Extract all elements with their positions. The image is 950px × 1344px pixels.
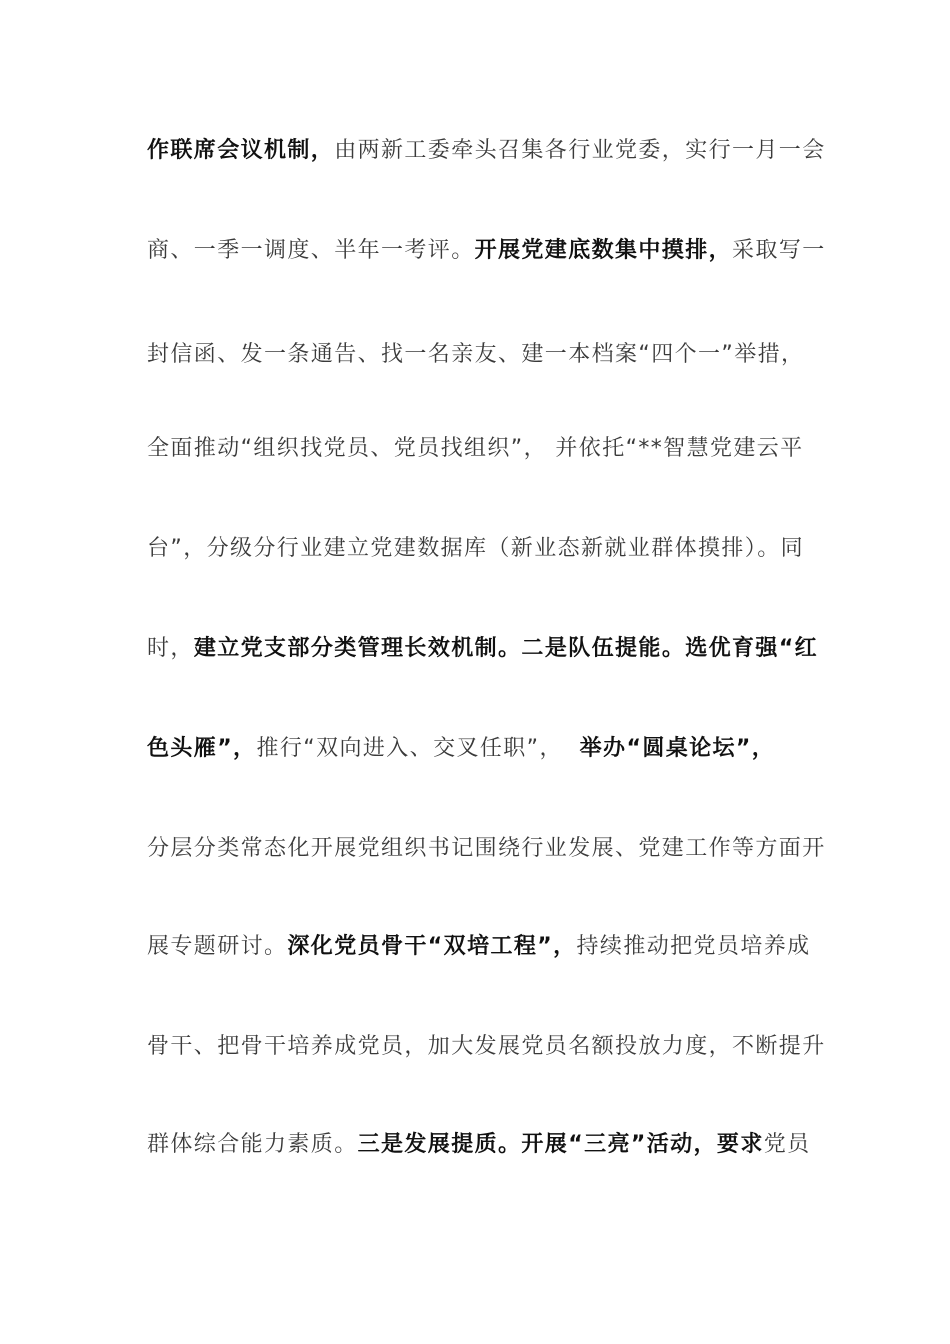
text-segment: 封信函、发一条通告、找一名亲友、建一本档案“四个一”举措， <box>147 342 805 367</box>
text-line-10 <box>147 1027 827 1067</box>
text-segment: 作联席会议机制， <box>147 138 335 163</box>
text-segment: 采取写一 <box>732 238 826 263</box>
text-segment: 三是发展提质。开展“三亮”活动，要求 <box>357 1132 764 1157</box>
text-line-7 <box>147 729 827 769</box>
text-line-5 <box>147 529 827 569</box>
text-segment: 开展党建底数集中摸排， <box>474 238 733 263</box>
text-segment: 商、一季一调度、半年一考评。 <box>147 238 475 263</box>
text-segment: 建立党支部分类管理长效机制。二是队伍提能。选优育强“红 <box>193 636 819 661</box>
text-segment: 色头雁”， <box>147 736 257 761</box>
text-segment: 党员 <box>763 1132 811 1157</box>
text-line-2 <box>147 231 827 271</box>
text-segment: 全面推动“组织找党员、党员找组织”， 并依托“**智慧党建云平 <box>147 436 804 461</box>
text-segment: 深化党员骨干“双培工程”， <box>287 934 577 959</box>
text-segment: 群体综合能力素质。 <box>147 1132 358 1157</box>
text-segment: 举办“圆桌论坛”， <box>579 736 776 761</box>
text-segment: 分层分类常态化开展党组织书记围绕行业发展、党建工作等方面开 <box>147 836 826 861</box>
text-segment: 持续推动把党员培养成 <box>576 934 811 959</box>
text-line-4 <box>147 429 827 469</box>
text-segment: 骨干、把骨干培养成党员，加大发展党员名额投放力度，不断提升 <box>147 1034 826 1059</box>
text-line-3 <box>147 335 827 375</box>
text-line-11 <box>147 1125 827 1165</box>
text-line-1 <box>147 131 827 171</box>
text-segment: 由两新工委牵头召集各行业党委，实行一月一会 <box>334 138 826 163</box>
text-segment: 展专题研讨。 <box>147 934 288 959</box>
text-line-9 <box>147 927 827 967</box>
text-line-8 <box>147 829 827 869</box>
text-line-6 <box>147 629 827 669</box>
text-segment: 推行“双向进入、交叉任职”， <box>256 736 580 761</box>
text-segment: 时， <box>147 636 194 661</box>
text-segment: 台”，分级分行业建立党建数据库（新业态新就业群体摸排）。同 <box>147 536 804 561</box>
